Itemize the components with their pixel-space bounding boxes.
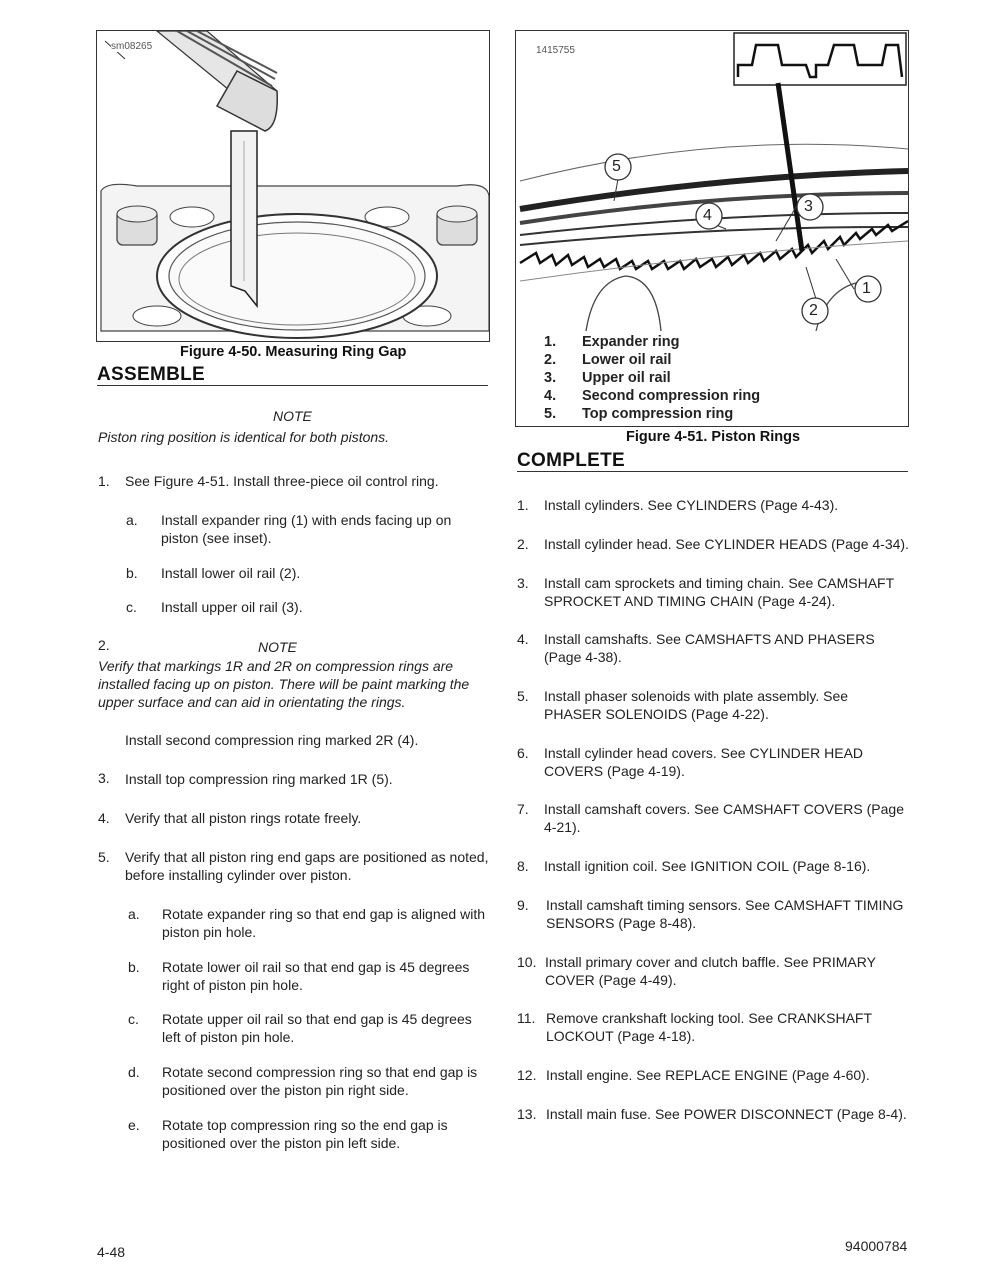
substep-letter: a. (128, 906, 140, 922)
document-number: 94000784 (845, 1238, 908, 1254)
figure-id-label: sm08265 (111, 41, 153, 52)
substep-letter: b. (126, 565, 138, 581)
step-text: Install cylinder head covers. See CYLINDER HEAD COVERS (Page 4-19). (544, 745, 864, 779)
step-text: See Figure 4-51. Install three-piece oil control ring. (125, 473, 439, 489)
step-number: 3. (98, 770, 110, 786)
step-text: Install phaser solenoids with plate assembly. See PHASER SOLENOIDS (Page 4-22). (544, 688, 849, 722)
step-text: Install camshafts. See CAMSHAFTS AND PHASERS (Page 4-38). (544, 631, 875, 665)
piston-rings-illustration (516, 31, 908, 331)
substep-text: Rotate expander ring so that end gap is aligned with piston pin hole. (162, 906, 485, 940)
step-number: 13. (517, 1106, 537, 1122)
callout-5: 5 (612, 158, 621, 175)
step-number: 7. (517, 801, 529, 817)
step-number: 10. (517, 954, 537, 970)
substep-text: Rotate upper oil rail so that end gap is 45 degrees left of piston pin hole. (162, 1011, 472, 1045)
step-text: Install camshaft timing sensors. See CAMSHAFT TIMING SENSORS (Page 8-48). (546, 897, 904, 931)
step-number: 1. (517, 497, 529, 513)
step-text: Install top compression ring marked 1R (5). (125, 771, 393, 787)
callout-1: 1 (862, 280, 871, 297)
substep-letter: c. (126, 599, 137, 615)
legend-row: 3. Upper oil rail (544, 370, 671, 386)
note-heading: NOTE (258, 639, 297, 655)
legend-row: 2. Lower oil rail (544, 352, 672, 368)
step-number: 1. (98, 473, 110, 489)
step-number: 4. (98, 810, 110, 826)
ring-gap-illustration (97, 31, 489, 341)
figure-4-51-frame (515, 30, 909, 427)
step-number: 5. (517, 688, 529, 704)
step-number: 12. (517, 1067, 537, 1083)
page-number: 4-48 (97, 1244, 126, 1260)
note-text: Piston ring position is identical for both pistons. (98, 429, 390, 445)
step-number: 4. (517, 631, 529, 647)
step-text: Install main fuse. See POWER DISCONNECT (Page 8-4). (546, 1106, 907, 1122)
legend-row: 1. Expander ring (544, 334, 680, 350)
callout-4: 4 (703, 207, 712, 224)
step-text: Install cylinder head. See CYLINDER HEADS (Page 4-34). (544, 536, 909, 552)
substep-letter: d. (128, 1064, 140, 1080)
step-number: 6. (517, 745, 529, 761)
figure-id-label: 1415755 (536, 45, 575, 56)
figure-legend (544, 334, 760, 424)
substep-text: Rotate lower oil rail so that end gap is 45 degrees right of piston pin hole. (162, 959, 470, 993)
step-number: 5. (98, 849, 110, 865)
substep-letter: b. (128, 959, 140, 975)
callout-3: 3 (804, 198, 813, 215)
substep-letter: c. (128, 1011, 139, 1027)
step-text: Install engine. See REPLACE ENGINE (Page 4-60). (546, 1067, 870, 1083)
substep-text: Rotate top compression ring so the end gap is positioned over the piston pin left side. (162, 1117, 448, 1151)
legend-row: 4. Second compression ring (544, 388, 761, 404)
section-heading-assemble: ASSEMBLE (97, 364, 488, 386)
step-number: 11. (517, 1010, 536, 1026)
step-text: Verify that all piston rings rotate freely. (125, 810, 362, 826)
step-number: 8. (517, 858, 529, 874)
substep-text: Install lower oil rail (2). (161, 565, 301, 581)
note-heading: NOTE (273, 408, 312, 424)
figure-caption: Figure 4-51. Piston Rings (626, 429, 801, 445)
step-text: Install cylinders. See CYLINDERS (Page 4-43). (544, 497, 839, 513)
substep-text: Install upper oil rail (3). (161, 599, 303, 615)
figure-4-50-illustration (96, 30, 490, 342)
callout-2: 2 (809, 302, 818, 319)
step-text: Install cam sprockets and timing chain. See CAMSHAFT SPROCKET AND TIMING CHAIN (Page 4-24). (544, 575, 894, 609)
substep-letter: a. (126, 512, 138, 528)
legend-row: 5. Top compression ring (544, 406, 734, 422)
substep-text: Rotate second compression ring so that end gap is positioned over the piston pin right side. (162, 1064, 478, 1098)
step-text: Install second compression ring marked 2R (4). (125, 732, 419, 748)
step-text: Verify that all piston ring end gaps are positioned as noted, before installing cylinder over piston. (125, 849, 489, 883)
step-number: 9. (517, 897, 529, 913)
step-text: Install primary cover and clutch baffle. See PRIMARY COVER (Page 4-49). (545, 954, 876, 988)
step-text: Remove crankshaft locking tool. See CRANKSHAFT LOCKOUT (Page 4-18). (546, 1010, 872, 1044)
step-text: Install camshaft covers. See CAMSHAFT COVERS (Page 4-21). (544, 801, 904, 835)
substep-letter: e. (128, 1117, 140, 1133)
note-text: Verify that markings 1R and 2R on compression rings are installed facing up on piston. There will be paint marking the upper surface and can aid in orientating the rings. (98, 658, 470, 710)
figure-caption: Figure 4-50. Measuring Ring Gap (180, 344, 407, 360)
step-number: 2. (517, 536, 529, 552)
substep-text: Install expander ring (1) with ends facing up on piston (see inset). (161, 512, 452, 546)
step-text: Install ignition coil. See IGNITION COIL (Page 8-16). (544, 858, 871, 874)
step-number: 2. (98, 637, 110, 653)
step-number: 3. (517, 575, 529, 591)
section-heading-complete: COMPLETE (517, 450, 908, 472)
